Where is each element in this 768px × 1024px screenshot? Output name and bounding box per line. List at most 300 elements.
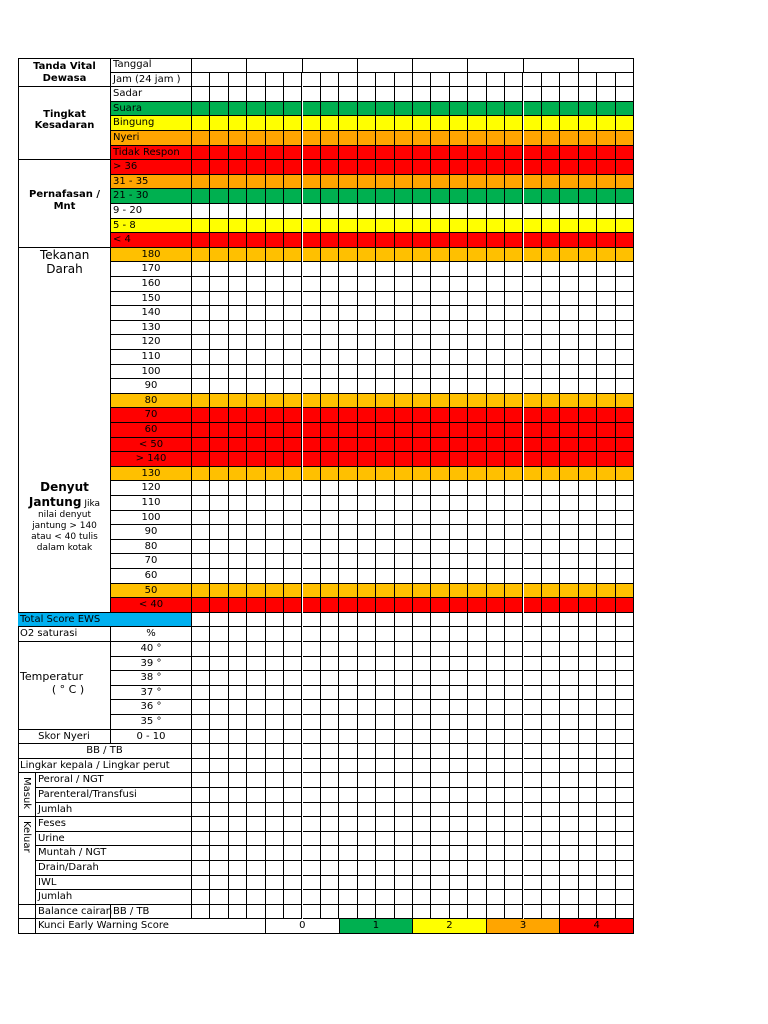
pernafasan-cell[interactable]	[266, 175, 284, 190]
denyut-cell[interactable]	[597, 554, 615, 569]
denyut-cell[interactable]	[597, 481, 615, 496]
temperatur-cell[interactable]	[303, 642, 321, 657]
denyut-cell[interactable]	[468, 598, 486, 613]
tekanan-cell[interactable]	[339, 292, 357, 307]
denyut-cell[interactable]	[358, 554, 376, 569]
temperatur-cell[interactable]	[339, 686, 357, 701]
pernafasan-cell[interactable]	[210, 175, 228, 190]
keluar-cell[interactable]	[339, 832, 357, 847]
tekanan-cell[interactable]	[284, 423, 302, 438]
denyut-cell[interactable]	[192, 525, 210, 540]
lingkar-cell[interactable]	[229, 759, 247, 774]
nyeri-cell[interactable]	[229, 730, 247, 745]
tekanan-cell[interactable]	[210, 335, 228, 350]
masuk-cell[interactable]	[358, 803, 376, 818]
lingkar-cell[interactable]	[597, 759, 615, 774]
pernafasan-cell[interactable]	[192, 189, 210, 204]
masuk-cell[interactable]	[358, 773, 376, 788]
keluar-cell[interactable]	[505, 817, 523, 832]
masuk-cell[interactable]	[487, 773, 505, 788]
bbtb-cell[interactable]	[597, 744, 615, 759]
balance-cell[interactable]	[505, 905, 523, 920]
pernafasan-cell[interactable]	[413, 233, 431, 248]
kesadaran-cell[interactable]	[524, 146, 542, 161]
denyut-cell[interactable]	[524, 496, 542, 511]
kesadaran-cell[interactable]	[505, 131, 523, 146]
denyut-cell[interactable]	[266, 511, 284, 526]
masuk-cell[interactable]	[229, 773, 247, 788]
temperatur-cell[interactable]	[247, 715, 265, 730]
tekanan-cell[interactable]	[247, 394, 265, 409]
masuk-cell[interactable]	[524, 803, 542, 818]
pernafasan-cell[interactable]	[321, 219, 339, 234]
tekanan-cell[interactable]	[358, 350, 376, 365]
denyut-cell[interactable]	[229, 467, 247, 482]
pernafasan-cell[interactable]	[339, 204, 357, 219]
kesadaran-cell[interactable]	[450, 116, 468, 131]
tekanan-cell[interactable]	[266, 365, 284, 380]
tekanan-cell[interactable]	[468, 262, 486, 277]
bbtb-cell[interactable]	[468, 744, 486, 759]
masuk-cell[interactable]	[524, 773, 542, 788]
tekanan-cell[interactable]	[376, 350, 394, 365]
kesadaran-cell[interactable]	[597, 87, 615, 102]
lingkar-cell[interactable]	[376, 759, 394, 774]
pernafasan-cell[interactable]	[284, 189, 302, 204]
tekanan-cell[interactable]	[192, 350, 210, 365]
masuk-cell[interactable]	[579, 803, 597, 818]
masuk-cell[interactable]	[321, 788, 339, 803]
denyut-cell[interactable]	[468, 452, 486, 467]
tekanan-cell[interactable]	[542, 262, 560, 277]
tekanan-cell[interactable]	[579, 292, 597, 307]
total-score-cell[interactable]	[376, 613, 394, 628]
keluar-cell[interactable]	[284, 832, 302, 847]
pernafasan-cell[interactable]	[247, 233, 265, 248]
tekanan-cell[interactable]	[192, 292, 210, 307]
pernafasan-cell[interactable]	[579, 219, 597, 234]
kesadaran-cell[interactable]	[358, 102, 376, 117]
denyut-cell[interactable]	[468, 496, 486, 511]
tekanan-cell[interactable]	[579, 248, 597, 263]
denyut-cell[interactable]	[266, 496, 284, 511]
denyut-cell[interactable]	[229, 496, 247, 511]
temperatur-cell[interactable]	[210, 686, 228, 701]
balance-cell[interactable]	[321, 905, 339, 920]
keluar-cell[interactable]	[358, 846, 376, 861]
bbtb-cell[interactable]	[524, 744, 542, 759]
hour-cell[interactable]	[339, 73, 357, 88]
tekanan-cell[interactable]	[358, 262, 376, 277]
tekanan-cell[interactable]	[192, 321, 210, 336]
tekanan-cell[interactable]	[431, 306, 449, 321]
temperatur-cell[interactable]	[395, 657, 413, 672]
pernafasan-cell[interactable]	[431, 233, 449, 248]
temperatur-cell[interactable]	[616, 642, 634, 657]
tekanan-cell[interactable]	[303, 394, 321, 409]
masuk-cell[interactable]	[192, 773, 210, 788]
bbtb-cell[interactable]	[395, 744, 413, 759]
denyut-cell[interactable]	[431, 452, 449, 467]
pernafasan-cell[interactable]	[321, 204, 339, 219]
keluar-cell[interactable]	[321, 861, 339, 876]
tekanan-cell[interactable]	[616, 277, 634, 292]
temperatur-cell[interactable]	[579, 700, 597, 715]
pernafasan-cell[interactable]	[358, 160, 376, 175]
temperatur-cell[interactable]	[321, 657, 339, 672]
denyut-cell[interactable]	[579, 452, 597, 467]
tekanan-cell[interactable]	[210, 365, 228, 380]
tekanan-cell[interactable]	[321, 408, 339, 423]
denyut-cell[interactable]	[579, 598, 597, 613]
tekanan-cell[interactable]	[413, 277, 431, 292]
denyut-cell[interactable]	[413, 511, 431, 526]
kesadaran-cell[interactable]	[358, 87, 376, 102]
tekanan-cell[interactable]	[376, 379, 394, 394]
tekanan-cell[interactable]	[450, 321, 468, 336]
denyut-cell[interactable]	[505, 525, 523, 540]
kesadaran-cell[interactable]	[450, 131, 468, 146]
tekanan-cell[interactable]	[266, 438, 284, 453]
tekanan-cell[interactable]	[413, 335, 431, 350]
denyut-cell[interactable]	[192, 554, 210, 569]
denyut-cell[interactable]	[524, 569, 542, 584]
denyut-cell[interactable]	[339, 511, 357, 526]
kesadaran-cell[interactable]	[450, 146, 468, 161]
temperatur-cell[interactable]	[229, 642, 247, 657]
bbtb-cell[interactable]	[266, 744, 284, 759]
denyut-cell[interactable]	[284, 496, 302, 511]
tekanan-cell[interactable]	[395, 248, 413, 263]
temperatur-cell[interactable]	[247, 642, 265, 657]
temperatur-cell[interactable]	[597, 700, 615, 715]
o2-cell[interactable]	[339, 627, 357, 642]
temperatur-cell[interactable]	[413, 715, 431, 730]
denyut-cell[interactable]	[597, 496, 615, 511]
denyut-cell[interactable]	[303, 511, 321, 526]
tekanan-cell[interactable]	[358, 248, 376, 263]
masuk-cell[interactable]	[431, 788, 449, 803]
tekanan-cell[interactable]	[192, 438, 210, 453]
bbtb-cell[interactable]	[505, 744, 523, 759]
keluar-cell[interactable]	[468, 846, 486, 861]
tekanan-cell[interactable]	[376, 248, 394, 263]
nyeri-cell[interactable]	[192, 730, 210, 745]
temperatur-cell[interactable]	[616, 686, 634, 701]
temperatur-cell[interactable]	[339, 671, 357, 686]
temperatur-cell[interactable]	[210, 657, 228, 672]
denyut-cell[interactable]	[376, 496, 394, 511]
tekanan-cell[interactable]	[321, 248, 339, 263]
kesadaran-cell[interactable]	[616, 102, 634, 117]
tekanan-cell[interactable]	[560, 350, 578, 365]
temperatur-cell[interactable]	[560, 671, 578, 686]
denyut-cell[interactable]	[579, 554, 597, 569]
tekanan-cell[interactable]	[284, 335, 302, 350]
temperatur-cell[interactable]	[192, 700, 210, 715]
nyeri-cell[interactable]	[524, 730, 542, 745]
lingkar-cell[interactable]	[505, 759, 523, 774]
masuk-cell[interactable]	[395, 788, 413, 803]
tekanan-cell[interactable]	[616, 335, 634, 350]
denyut-cell[interactable]	[321, 540, 339, 555]
hour-cell[interactable]	[579, 73, 597, 88]
kesadaran-cell[interactable]	[597, 131, 615, 146]
keluar-cell[interactable]	[376, 861, 394, 876]
lingkar-cell[interactable]	[431, 759, 449, 774]
denyut-cell[interactable]	[192, 598, 210, 613]
tekanan-cell[interactable]	[210, 306, 228, 321]
denyut-cell[interactable]	[579, 496, 597, 511]
temperatur-cell[interactable]	[229, 700, 247, 715]
hour-cell[interactable]	[450, 73, 468, 88]
tekanan-cell[interactable]	[247, 321, 265, 336]
temperatur-cell[interactable]	[376, 715, 394, 730]
masuk-cell[interactable]	[505, 803, 523, 818]
denyut-cell[interactable]	[524, 554, 542, 569]
keluar-cell[interactable]	[468, 832, 486, 847]
denyut-cell[interactable]	[505, 467, 523, 482]
denyut-cell[interactable]	[376, 481, 394, 496]
masuk-cell[interactable]	[560, 803, 578, 818]
tekanan-cell[interactable]	[431, 248, 449, 263]
pernafasan-cell[interactable]	[542, 175, 560, 190]
lingkar-cell[interactable]	[303, 759, 321, 774]
denyut-cell[interactable]	[468, 540, 486, 555]
masuk-cell[interactable]	[266, 788, 284, 803]
kesadaran-cell[interactable]	[487, 146, 505, 161]
keluar-cell[interactable]	[450, 846, 468, 861]
o2-cell[interactable]	[395, 627, 413, 642]
keluar-cell[interactable]	[247, 861, 265, 876]
bbtb-cell[interactable]	[358, 744, 376, 759]
hour-cell[interactable]	[431, 73, 449, 88]
tekanan-cell[interactable]	[192, 394, 210, 409]
tekanan-cell[interactable]	[487, 423, 505, 438]
pernafasan-cell[interactable]	[284, 204, 302, 219]
masuk-cell[interactable]	[229, 788, 247, 803]
tekanan-cell[interactable]	[192, 248, 210, 263]
hour-cell[interactable]	[597, 73, 615, 88]
tekanan-cell[interactable]	[284, 350, 302, 365]
denyut-cell[interactable]	[395, 554, 413, 569]
kesadaran-cell[interactable]	[192, 131, 210, 146]
tekanan-cell[interactable]	[266, 350, 284, 365]
tekanan-cell[interactable]	[487, 277, 505, 292]
denyut-cell[interactable]	[266, 540, 284, 555]
temperatur-cell[interactable]	[358, 642, 376, 657]
tekanan-cell[interactable]	[468, 408, 486, 423]
denyut-cell[interactable]	[284, 584, 302, 599]
temperatur-cell[interactable]	[431, 686, 449, 701]
kesadaran-cell[interactable]	[524, 131, 542, 146]
pernafasan-cell[interactable]	[579, 160, 597, 175]
balance-cell[interactable]	[524, 905, 542, 920]
denyut-cell[interactable]	[431, 467, 449, 482]
pernafasan-cell[interactable]	[413, 219, 431, 234]
temperatur-cell[interactable]	[284, 642, 302, 657]
kesadaran-cell[interactable]	[597, 146, 615, 161]
denyut-cell[interactable]	[542, 452, 560, 467]
hour-cell[interactable]	[560, 73, 578, 88]
temperatur-cell[interactable]	[284, 657, 302, 672]
keluar-cell[interactable]	[431, 846, 449, 861]
tekanan-cell[interactable]	[542, 379, 560, 394]
keluar-cell[interactable]	[616, 861, 634, 876]
denyut-cell[interactable]	[321, 511, 339, 526]
keluar-cell[interactable]	[431, 817, 449, 832]
denyut-cell[interactable]	[321, 452, 339, 467]
tekanan-cell[interactable]	[339, 438, 357, 453]
masuk-cell[interactable]	[487, 788, 505, 803]
tekanan-cell[interactable]	[395, 277, 413, 292]
tekanan-cell[interactable]	[579, 365, 597, 380]
tekanan-cell[interactable]	[560, 438, 578, 453]
tekanan-cell[interactable]	[284, 438, 302, 453]
tekanan-cell[interactable]	[192, 277, 210, 292]
tekanan-cell[interactable]	[192, 335, 210, 350]
temperatur-cell[interactable]	[431, 657, 449, 672]
kesadaran-cell[interactable]	[468, 102, 486, 117]
tekanan-cell[interactable]	[247, 335, 265, 350]
denyut-cell[interactable]	[505, 584, 523, 599]
masuk-cell[interactable]	[247, 803, 265, 818]
pernafasan-cell[interactable]	[210, 189, 228, 204]
bbtb-cell[interactable]	[321, 744, 339, 759]
keluar-cell[interactable]	[579, 876, 597, 891]
masuk-cell[interactable]	[560, 773, 578, 788]
pernafasan-cell[interactable]	[376, 189, 394, 204]
temperatur-cell[interactable]	[321, 686, 339, 701]
temperatur-cell[interactable]	[450, 642, 468, 657]
tekanan-cell[interactable]	[358, 365, 376, 380]
kesadaran-cell[interactable]	[266, 131, 284, 146]
denyut-cell[interactable]	[284, 598, 302, 613]
bbtb-cell[interactable]	[339, 744, 357, 759]
tekanan-cell[interactable]	[303, 292, 321, 307]
masuk-cell[interactable]	[321, 803, 339, 818]
temperatur-cell[interactable]	[395, 642, 413, 657]
denyut-cell[interactable]	[339, 554, 357, 569]
nyeri-cell[interactable]	[395, 730, 413, 745]
pernafasan-cell[interactable]	[321, 233, 339, 248]
masuk-cell[interactable]	[413, 788, 431, 803]
tekanan-cell[interactable]	[597, 423, 615, 438]
tekanan-cell[interactable]	[266, 335, 284, 350]
kesadaran-cell[interactable]	[413, 116, 431, 131]
tekanan-cell[interactable]	[284, 248, 302, 263]
pernafasan-cell[interactable]	[542, 189, 560, 204]
tekanan-cell[interactable]	[229, 423, 247, 438]
keluar-cell[interactable]	[395, 832, 413, 847]
temperatur-cell[interactable]	[413, 686, 431, 701]
tekanan-cell[interactable]	[560, 365, 578, 380]
tekanan-cell[interactable]	[579, 438, 597, 453]
tekanan-cell[interactable]	[395, 408, 413, 423]
pernafasan-cell[interactable]	[487, 219, 505, 234]
denyut-cell[interactable]	[229, 452, 247, 467]
hour-cell[interactable]	[247, 73, 265, 88]
denyut-cell[interactable]	[450, 467, 468, 482]
tekanan-cell[interactable]	[376, 277, 394, 292]
denyut-cell[interactable]	[468, 511, 486, 526]
temperatur-cell[interactable]	[468, 686, 486, 701]
pernafasan-cell[interactable]	[505, 219, 523, 234]
denyut-cell[interactable]	[431, 598, 449, 613]
temperatur-cell[interactable]	[597, 657, 615, 672]
pernafasan-cell[interactable]	[616, 189, 634, 204]
tekanan-cell[interactable]	[358, 379, 376, 394]
pernafasan-cell[interactable]	[579, 189, 597, 204]
tekanan-cell[interactable]	[597, 262, 615, 277]
tekanan-cell[interactable]	[284, 321, 302, 336]
tekanan-cell[interactable]	[321, 379, 339, 394]
tekanan-cell[interactable]	[339, 262, 357, 277]
tekanan-cell[interactable]	[487, 262, 505, 277]
hour-cell[interactable]	[505, 73, 523, 88]
denyut-cell[interactable]	[192, 481, 210, 496]
tekanan-cell[interactable]	[266, 394, 284, 409]
o2-cell[interactable]	[597, 627, 615, 642]
kesadaran-cell[interactable]	[487, 102, 505, 117]
temperatur-cell[interactable]	[266, 715, 284, 730]
lingkar-cell[interactable]	[192, 759, 210, 774]
pernafasan-cell[interactable]	[266, 233, 284, 248]
tekanan-cell[interactable]	[284, 379, 302, 394]
denyut-cell[interactable]	[450, 511, 468, 526]
nyeri-cell[interactable]	[597, 730, 615, 745]
temperatur-cell[interactable]	[192, 715, 210, 730]
tekanan-cell[interactable]	[247, 408, 265, 423]
temperatur-cell[interactable]	[247, 700, 265, 715]
denyut-cell[interactable]	[376, 525, 394, 540]
kesadaran-cell[interactable]	[358, 131, 376, 146]
kesadaran-cell[interactable]	[303, 102, 321, 117]
keluar-cell[interactable]	[210, 817, 228, 832]
pernafasan-cell[interactable]	[192, 219, 210, 234]
denyut-cell[interactable]	[284, 467, 302, 482]
pernafasan-cell[interactable]	[339, 233, 357, 248]
keluar-cell[interactable]	[192, 846, 210, 861]
denyut-cell[interactable]	[487, 540, 505, 555]
temperatur-cell[interactable]	[192, 686, 210, 701]
keluar-cell[interactable]	[321, 890, 339, 905]
keluar-cell[interactable]	[210, 832, 228, 847]
denyut-cell[interactable]	[560, 554, 578, 569]
kesadaran-cell[interactable]	[413, 131, 431, 146]
pernafasan-cell[interactable]	[597, 204, 615, 219]
masuk-cell[interactable]	[339, 803, 357, 818]
denyut-cell[interactable]	[560, 525, 578, 540]
masuk-cell[interactable]	[542, 788, 560, 803]
bbtb-cell[interactable]	[542, 744, 560, 759]
denyut-cell[interactable]	[524, 481, 542, 496]
tekanan-cell[interactable]	[229, 277, 247, 292]
date-cell[interactable]	[303, 58, 358, 73]
temperatur-cell[interactable]	[395, 715, 413, 730]
pernafasan-cell[interactable]	[597, 175, 615, 190]
nyeri-cell[interactable]	[542, 730, 560, 745]
kesadaran-cell[interactable]	[266, 87, 284, 102]
hour-cell[interactable]	[266, 73, 284, 88]
keluar-cell[interactable]	[247, 832, 265, 847]
tekanan-cell[interactable]	[266, 248, 284, 263]
tekanan-cell[interactable]	[358, 438, 376, 453]
denyut-cell[interactable]	[524, 584, 542, 599]
temperatur-cell[interactable]	[395, 671, 413, 686]
temperatur-cell[interactable]	[229, 657, 247, 672]
pernafasan-cell[interactable]	[560, 204, 578, 219]
